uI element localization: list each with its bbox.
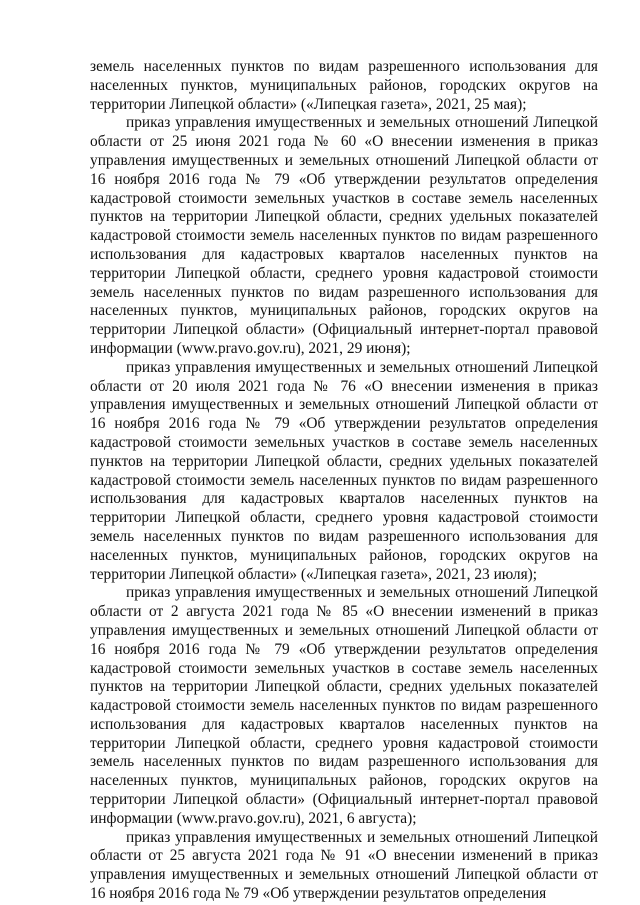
document-page [90,58,598,904]
paragraph-order-91: приказ управления имущественных и земельных отношений Липецкой области от 25 августа 2021 года № 91 «О внесении изменений в приказ управления имущественных и земельных отношений Липецкой области от 16 ноября 2016 года № 79 «Об утверждении результатов определения [90,828,598,903]
paragraph-order-60: приказ управления имущественных и земельных отношений Липецкой области от 25 июня 2021 года № 60 «О внесении изменения в приказ управления имущественных и земельных отношений Липецкой области от 16 ноября 2016 года № 79 «Об утверждении результатов определения кадастровой стоимости земельных участков в составе земель населенных пунктов на территории Липецкой области, средних удельных показателей кадастровой стоимости земель населенных пунктов по видам разрешенного использования для кадастровых кварталов населенных пунктов на территории Липецкой области, среднего уровня кадастровой стоимости земель населенных пунктов по видам разрешенного использования для населенных пунктов, муниципальных районов, городских округов на территории Липецкой области» (Официальный интернет-портал правовой информации (www.pravo.gov.ru), 2021, 29 июня); [90,114,598,357]
paragraph-continuation: земель населенных пунктов по видам разрешенного использования для населенных пунктов, муниципальных районов, городских округов на территории Липецкой области» («Липецкая газета», 2021, 25 мая); [90,58,598,113]
paragraph-order-76: приказ управления имущественных и земельных отношений Липецкой области от 20 июля 2021 года № 76 «О внесении изменения в приказ управления имущественных и земельных отношений Липецкой области от 16 ноября 2016 года № 79 «Об утверждении результатов определения кадастровой стоимости земельных участков в составе земель населенных пунктов на территории Липецкой области, средних удельных показателей кадастровой стоимости земель населенных пунктов по видам разрешенного использования для кадастровых кварталов населенных пунктов на территории Липецкой области, среднего уровня кадастровой стоимости земель населенных пунктов по видам разрешенного использования для населенных пунктов, муниципальных районов, городских округов на территории Липецкой области» («Липецкая газета», 2021, 23 июля); [90,358,598,583]
paragraph-order-85: приказ управления имущественных и земельных отношений Липецкой области от 2 августа 2021 года № 85 «О внесении изменений в приказ управления имущественных и земельных отношений Липецкой области от 16 ноября 2016 года № 79 «Об утверждении результатов определения кадастровой стоимости земельных участков в составе земель населенных пунктов на территории Липецкой области, средних удельных показателей кадастровой стоимости земель населенных пунктов по видам разрешенного использования для кадастровых кварталов населенных пунктов на территории Липецкой области, среднего уровня кадастровой стоимости земель населенных пунктов по видам разрешенного использования для населенных пунктов, муниципальных районов, городских округов на территории Липецкой области» (Официальный интернет-портал правовой информации (www.pravo.gov.ru), 2021, 6 августа); [90,584,598,827]
